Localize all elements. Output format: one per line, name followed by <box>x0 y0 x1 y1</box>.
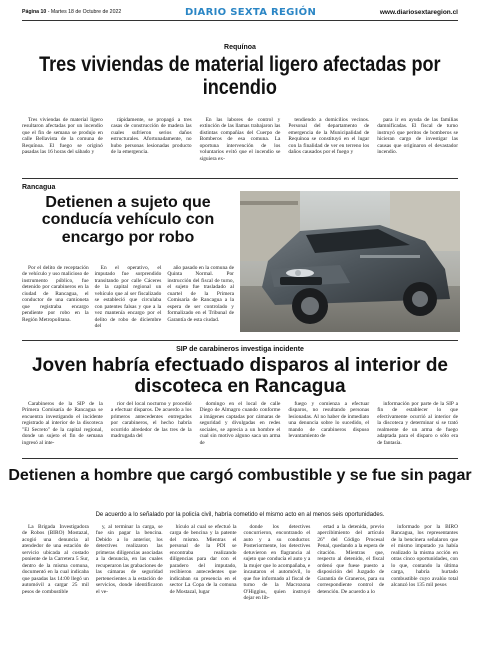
story4-headline: Detienen a hombre que cargó combustible y se fue sin pagar <box>8 467 472 484</box>
story3-column: fuego y comienza a efectuar disparos, no resultando personas lesionadas. Al no haber de inmediato una denuncia sobre lo sucedido, el mando de carabineros dispuso levantamiento de <box>288 401 370 440</box>
page-info <box>22 9 121 15</box>
story2-column: Por el delito de receptación de vehículo y uso malicioso de instrumento público, fue detenido por carabineros en la ciudad de Rancagua, el conductor de una camioneta que registraba encargo pendiente por robo en la Región Metropolitana. <box>22 265 89 323</box>
story4-column: La Brigada Investigadora de Robos (BIRO) Mostazal, acogió una denuncia al atendedor de una estación de servicio ubicada al costado poniente de la Carretera 5 Sur, dentro de la misma comuna, documentó en la cual indicaba que pasadas las 14:00 llegó un automóvil a cargar 25 mil pesos de combustible <box>22 524 89 595</box>
story2-column: año pasado en la comuna de Quinta Normal. Por instrucción del fiscal de turno, el sujeto fue trasladado al cuartel de la Primera Comisaría de Rancagua a la espera de ser controlado y formalizado en el Tribunal de Garantía de esta ciudad. <box>167 265 234 323</box>
story3-body <box>22 401 458 446</box>
story4-subtitle: De acuerdo a lo señalado por la policía civil, habría cometido el mismo acto en al menos seis oportunidades. <box>95 512 385 518</box>
section-rule <box>22 178 458 179</box>
story2-column: En el operativo, el imputado fue sorprendido transitando por calle Cáceres de la capital regional un vehículo que al ser fiscalizado se estableció que circulaba con patentes falsas y que a la vez mantenía encargo por el delito de robo de diciembre del <box>94 265 162 330</box>
story4-column: hículo al cual se efectuó la carga de bencina y la patente del mismo. Mientras el personal de la PDI se encontraba realizando diligencias para dar con el paradero del imputado, recibieron antecedentes que indicaban su presencia en el sector La Copa de la comuna de Mostazal, lugar <box>169 524 237 595</box>
story4-column: donde los detectives concurrieron, encontrando el auto y a su conductor. Posteriormente, los detectives detuvieron en flagrancia al sujeto que conducía el auto y a la mujer que lo acompañaba, e incautaron el automóvil, lo que fue informado al fiscal de turno de la Macrozona O'Higgins, quien instruyó dejar en lib- <box>243 524 311 601</box>
issue-date: - Martes 18 de Octubre de 2022 <box>47 9 122 15</box>
story2-kicker: Rancagua <box>22 184 56 191</box>
story3-column: información por parte de la SIP a fin de establecer lo que efectivamente ocurrió al interior de la discoteca y determinar si se trató realmente de un arma de fuego adaptada para el disparo o sólo era de fantasía. <box>377 401 458 446</box>
story3-column: Carabineros de la SIP de la Primera Comisaría de Rancagua se encuentra investigando el incidente registrado al interior de la discoteca "El Secreto" de la capital regional, donde un sujeto el fin de semana ingresó al inte- <box>22 401 103 446</box>
story1-body <box>22 117 458 162</box>
masthead <box>22 4 458 20</box>
story1-column: tendiendo a domicilios vecinos. Personal del departamento de emergencia de la Municipalidad de Requínoa se constituyó en el lugar con la finalidad de ver en terreno los daños causados por el fuego y <box>288 117 370 156</box>
car-photo <box>240 191 460 332</box>
story2-headline: Detienen a sujeto que conducía vehículo con encargo por robo <box>41 194 215 246</box>
story3-column: domingo en el local de calle Diego de Almagro cuando conforme a imágenes captadas por cámaras de seguridad y divulgadas en redes sociales, se aprecia a un hombre el cual sin motivo alguno saca un arma de <box>199 401 281 446</box>
story1-column: Tres viviendas de material ligero resultaron afectadas por un incendio que el fin de semana se produjo en calle Bellavista de la comuna de Requínoa. El fuego se originó pasadas las 16 horas del sábado y <box>22 117 103 156</box>
masthead-rule <box>22 20 458 21</box>
story3-column: rior del local nocturno y procedió a efectuar disparos. De acuerdo a los primeros antecedentes entregados por carabineros, el hecho habría ocurrido alrededor de las tres de la madrugada del <box>110 401 192 440</box>
page-number: Página 10 <box>22 9 47 15</box>
story4-column: ertad a la detenida, previo apercibimiento del artículo 26° del Código Procesal Penal, quedando a la espera de citación. Mientras que, respecto al detenido, el fiscal ordenó que fuese puesto a disposición del Juzgado de Garantía de Graneros, para su correspondiente control de detención. De acuerdo a lo <box>317 524 385 595</box>
story1-column: rápidamente, se propagó a tres casas de construcción de madera las cuales sufrieron serios daños estructurales. Afortunadamente, no hubo personas lesionadas producto de la emergencia. <box>110 117 192 156</box>
story1-kicker: Requínoa <box>224 44 256 51</box>
story4-column: y, al terminar la carga, se fue sin pagar la bencina. Debido a lo anterior, los detectives realizaron las primeras diligencias asociadas a la denuncia, en las cuales recuperaron las grabaciones de las cámaras de seguridad pertenecientes a la estación de servicios, donde identificaron el ve- <box>95 524 163 595</box>
story3-kicker: SIP de carabineros investiga incidente <box>176 346 304 353</box>
story1-column: para ir en ayuda de las familias damnificadas. El fiscal de turno instruyó que peritos de bomberos se hicieran cargo de investigar las causas que originaron el devastador incendio. <box>377 117 458 156</box>
story1-column: En las labores de control y extinción de las llamas trabajaron las distintas compañías del Cuerpo de Bomberos de esa comuna. La oportuna intervención de los voluntarios evitó que el incendio se siguiera ex- <box>199 117 281 162</box>
story4-column: informado por la BIRO Rancagua, los representantes de la bencinera señalaron que el mismo imputado ya había realizado la misma acción en otras cinco oportunidades, con lo que, contando la última carga, habría hurtado combustible cuyo avalúo total alcanzó los 135 mil pesos <box>391 524 458 589</box>
story4-body <box>22 524 458 601</box>
story1-headline: Tres viviendas de material ligero afectadas por incendio <box>39 53 441 99</box>
section-rule <box>22 340 458 341</box>
website-link[interactable]: www.diariosextaregion.cl <box>379 8 458 16</box>
section-rule <box>22 458 458 459</box>
story2-body <box>22 265 234 330</box>
story3-headline: Joven habría efectuado disparos al interior de discoteca en Rancagua <box>31 355 448 397</box>
newspaper-name: DIARIO SEXTA REGIÓN <box>184 6 317 18</box>
